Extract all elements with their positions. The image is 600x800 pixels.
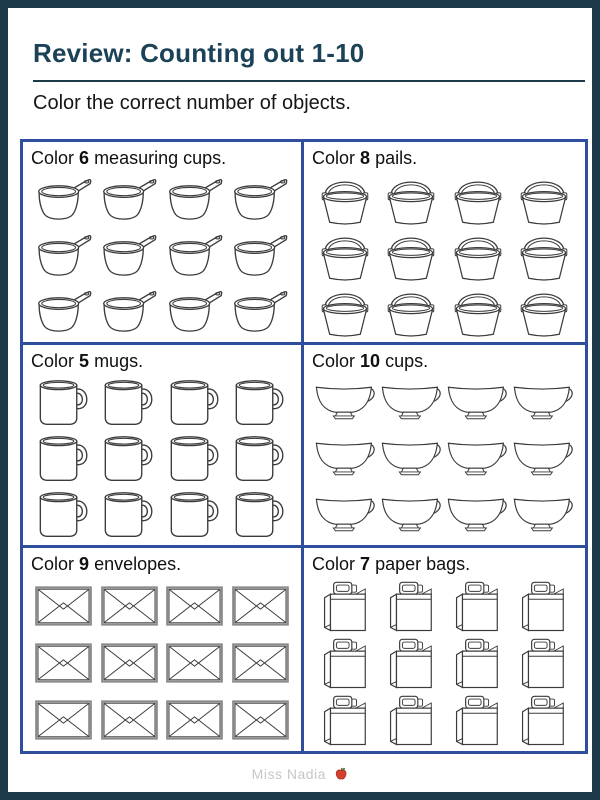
measuring-cup-icon [163,175,227,225]
section-paper-bags [304,548,585,751]
page-title: Review: Counting out 1-10 [33,38,365,68]
pail-icon [316,228,374,283]
object-grid [31,375,293,543]
cup-icon [446,381,509,425]
measuring-cup-icon [228,287,292,337]
paper-bag-icon [387,693,436,747]
label-prefix: Color [31,148,75,168]
target-count: 10 [360,351,381,371]
envelope-icon [101,700,158,740]
object-grid [31,578,293,749]
measuring-cup-icon [97,231,161,281]
pail-icon [382,284,440,339]
mug-icon [232,377,288,428]
mug-icon [101,489,157,540]
section-mugs [23,345,304,548]
pail-icon [515,228,573,283]
measuring-cup-icon [32,287,96,337]
target-count: 9 [79,554,90,574]
envelope-icon [35,700,92,740]
envelope-icon [101,643,158,683]
paper-bag-icon [519,636,568,690]
pail-icon [382,228,440,283]
cup-icon [512,493,575,537]
object-grid [312,375,577,543]
cup-icon [446,437,509,481]
label-prefix: Color [312,148,356,168]
paper-bag-icon [321,636,370,690]
cup-icon [380,381,443,425]
label-suffix: pails. [375,148,418,168]
paper-bag-icon [321,579,370,633]
label-suffix: envelopes. [94,554,182,574]
section-label [31,554,293,576]
pail-icon [449,284,507,339]
mug-icon [36,433,92,484]
envelope-icon [166,700,223,740]
measuring-cup-icon [163,287,227,337]
mug-icon [167,489,223,540]
cup-icon [512,381,575,425]
section-envelopes [23,548,304,751]
cup-icon [512,437,575,481]
cup-icon [380,493,443,537]
cup-icon [314,381,377,425]
section-label [31,351,293,373]
footer-credit [8,766,592,784]
paper-bag-icon [321,693,370,747]
pail-icon [515,172,573,227]
paper-bag-icon [519,579,568,633]
paper-bag-icon [453,579,502,633]
section-label [312,554,577,576]
label-prefix: Color [31,351,75,371]
measuring-cup-icon [228,231,292,281]
mug-icon [36,489,92,540]
object-grid [312,172,577,340]
paper-bag-icon [387,579,436,633]
credit-text: Miss Nadia [251,766,326,782]
measuring-cup-icon [97,287,161,337]
section-label [312,148,577,170]
target-count: 5 [79,351,90,371]
section-pails [304,142,585,345]
envelope-icon [166,586,223,626]
envelope-icon [232,643,289,683]
mug-icon [232,433,288,484]
object-grid [312,578,577,749]
pail-icon [316,172,374,227]
label-suffix: mugs. [94,351,144,371]
measuring-cup-icon [97,175,161,225]
label-prefix: Color [31,554,75,574]
label-suffix: paper bags. [375,554,471,574]
mug-icon [101,433,157,484]
envelope-icon [101,586,158,626]
pail-icon [449,172,507,227]
target-count: 8 [360,148,371,168]
pail-icon [449,228,507,283]
object-grid [31,172,293,340]
label-prefix: Color [312,554,356,574]
section-measuring-cups [23,142,304,345]
cup-icon [380,437,443,481]
title-divider [33,80,585,82]
mug-icon [101,377,157,428]
paper-bag-icon [453,636,502,690]
envelope-icon [232,700,289,740]
paper-bag-icon [453,693,502,747]
envelope-icon [232,586,289,626]
target-count: 7 [360,554,371,574]
measuring-cup-icon [32,231,96,281]
measuring-cup-icon [32,175,96,225]
label-prefix: Color [312,351,356,371]
mug-icon [167,377,223,428]
paper-bag-icon [387,636,436,690]
section-cups [304,345,585,548]
pail-icon [515,284,573,339]
label-suffix: cups. [385,351,429,371]
measuring-cup-icon [228,175,292,225]
instruction-text: Color the correct number of objects. [33,92,351,114]
paper-bag-icon [519,693,568,747]
cup-icon [314,493,377,537]
section-label [31,148,293,170]
envelope-icon [35,643,92,683]
target-count: 6 [79,148,90,168]
envelope-icon [166,643,223,683]
apple-icon [334,767,348,784]
label-suffix: measuring cups. [94,148,227,168]
worksheet-grid [20,139,588,754]
section-label [312,351,577,373]
measuring-cup-icon [163,231,227,281]
mug-icon [167,433,223,484]
cup-icon [446,493,509,537]
envelope-icon [35,586,92,626]
pail-icon [316,284,374,339]
mug-icon [36,377,92,428]
pail-icon [382,172,440,227]
cup-icon [314,437,377,481]
mug-icon [232,489,288,540]
